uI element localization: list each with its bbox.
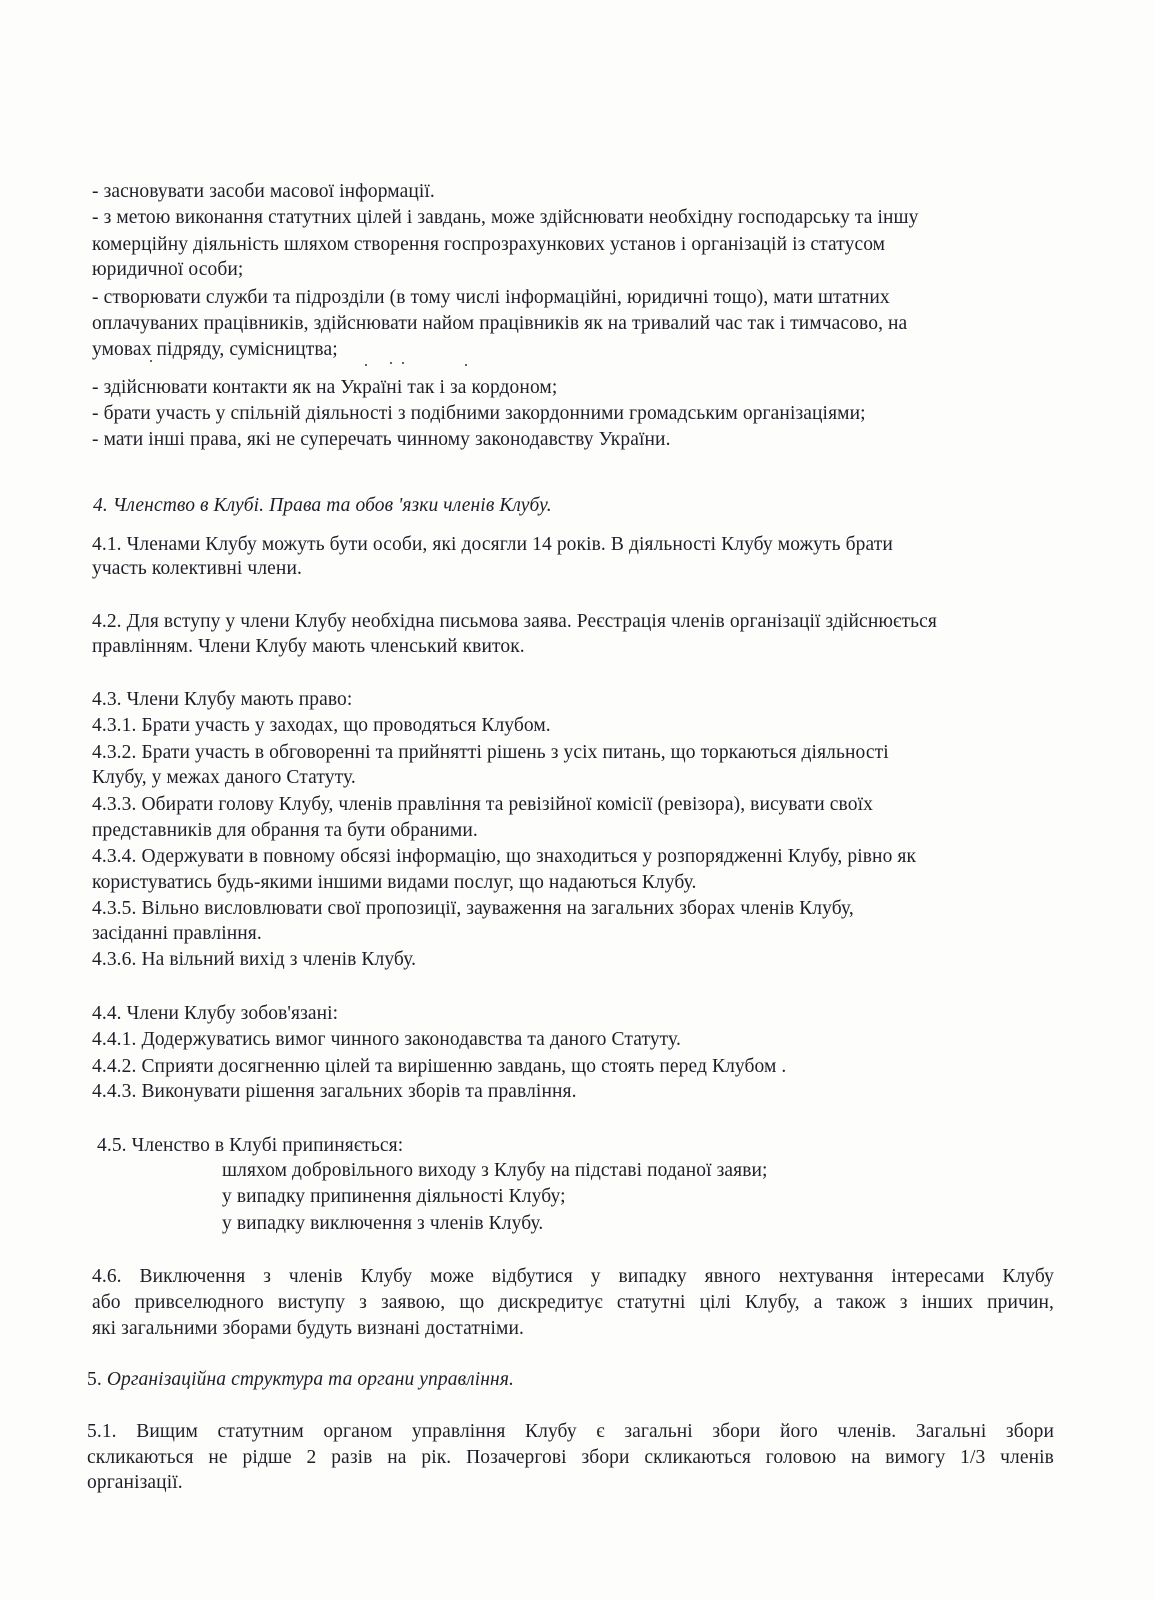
- paragraph-5-1: скликаються не рідше 2 разів на рік. Позачергові збори скликаються головою на вимогу 1/3 членів: [87, 1447, 1054, 1468]
- paragraph-4-4: 4.4. Члени Клубу зобов'язані:: [92, 1003, 339, 1024]
- paragraph-4-3-2: 4.3.2. Брати участь в обговоренні та прийнятті рішень з усіх питань, що торкаються діяльності: [92, 742, 889, 763]
- paragraph-4-5-item: шляхом добровільного виходу з Клубу на підставі поданої заяви;: [222, 1160, 768, 1181]
- section-5-number: 5.: [87, 1369, 102, 1390]
- paragraph-4-3-3: представників для обрання та бути обраними.: [92, 820, 478, 841]
- section-5-heading: [87, 1368, 514, 1392]
- paragraph-4-1: 4.1. Членами Клубу можуть бути особи, які досягли 14 років. В діяльності Клубу можуть брати: [92, 534, 893, 555]
- paragraph-4-3-5: засіданні правління.: [92, 923, 262, 944]
- paragraph-4-3: 4.3. Члени Клубу мають право:: [92, 689, 353, 710]
- paragraph-5-1: організації.: [87, 1472, 183, 1493]
- paragraph-4-2: 4.2. Для вступу у члени Клубу необхідна письмова заява. Реєстрація членів організації здійснюється: [92, 611, 937, 632]
- paragraph-4-4-1: 4.4.1. Додержуватись вимог чинного законодавства та даного Статуту.: [92, 1029, 681, 1050]
- paragraph-4-6: або привселюдного виступу з заявою, що дискредитує статутні цілі Клубу, а також з інших причин,: [92, 1292, 1054, 1313]
- rights-item: - з метою виконання статутних цілей і завдань, може здійснювати необхідну господарську та іншу: [92, 207, 919, 228]
- rights-item-cont: юридичної особи;: [92, 259, 244, 280]
- paragraph-4-2: правлінням. Члени Клубу мають членський квиток.: [92, 636, 525, 657]
- paragraph-4-3-5: 4.3.5. Вільно висловлювати свої пропозиції, зауваження на загальних зборах членів Клубу,: [92, 898, 854, 919]
- paragraph-4-5-item: у випадку виключення з членів Клубу.: [222, 1213, 544, 1234]
- paragraph-4-3-4: користуватись будь-якими іншими видами послуг, що надаються Клубу.: [92, 872, 697, 893]
- rights-item: - створювати служби та підрозділи (в тому числі інформаційні, юридичні тощо), мати штатних: [92, 287, 890, 308]
- paragraph-4-6: які загальними зборами будуть визнані достатніми.: [92, 1318, 524, 1339]
- section-5-title: Організаційна структура та органи управління.: [106, 1369, 514, 1390]
- paragraph-4-3-3: 4.3.3. Обирати голову Клубу, членів правління та ревізійної комісії (ревізора), висувати своїх: [92, 794, 873, 815]
- paragraph-4-4-2: 4.4.2. Сприяти досягненню цілей та вирішенню завдань, що стоять перед Клубом .: [92, 1056, 787, 1077]
- rights-item: - засновувати засоби масової інформації.: [92, 181, 435, 202]
- paragraph-4-3-6: 4.3.6. На вільний вихід з членів Клубу.: [92, 949, 417, 970]
- paragraph-4-5: 4.5. Членство в Клубі припиняється:: [97, 1135, 404, 1156]
- paragraph-4-6: 4.6. Виключення з членів Клубу може відбутися у випадку явного нехтування інтересами Клубу: [92, 1266, 1054, 1287]
- paragraph-4-5-item: у випадку припинення діяльності Клубу;: [222, 1186, 566, 1207]
- rights-item: - мати інші права, які не суперечать чинному законодавству України.: [92, 429, 671, 450]
- section-4-heading: 4. Членство в Клубі. Права та обов 'язки членів Клубу.: [93, 495, 552, 516]
- rights-item-cont: оплачуваних працівників, здійснювати найом працівників як на тривалий час так і тимчасово, на: [92, 313, 908, 334]
- paragraph-4-4-3: 4.4.3. Виконувати рішення загальних зборів та правління.: [92, 1081, 577, 1102]
- paragraph-4-3-4: 4.3.4. Одержувати в повному обсязі інформацію, що знаходиться у розпорядженні Клубу, рівно як: [92, 846, 917, 867]
- paragraph-5-1: 5.1. Вищим статутним органом управління Клубу є загальні збори його членів. Загальні збори: [87, 1421, 1054, 1442]
- rights-item-cont: комерційну діяльність шляхом створення госпрозрахункових установ і організацій із статусом: [92, 234, 886, 255]
- rights-item-cont: умовах підряду, сумісництва;: [92, 339, 338, 360]
- rights-item: - здійснювати контакти як на Україні так і за кордоном;: [92, 377, 558, 398]
- paragraph-4-1: участь колективні члени.: [92, 558, 302, 579]
- paragraph-4-3-1: 4.3.1. Брати участь у заходах, що проводяться Клубом.: [92, 715, 551, 736]
- rights-item: - брати участь у спільній діяльності з подібними закордонними громадським організаціями;: [92, 403, 866, 424]
- paragraph-4-3-2: Клубу, у межах даного Статуту.: [92, 767, 356, 788]
